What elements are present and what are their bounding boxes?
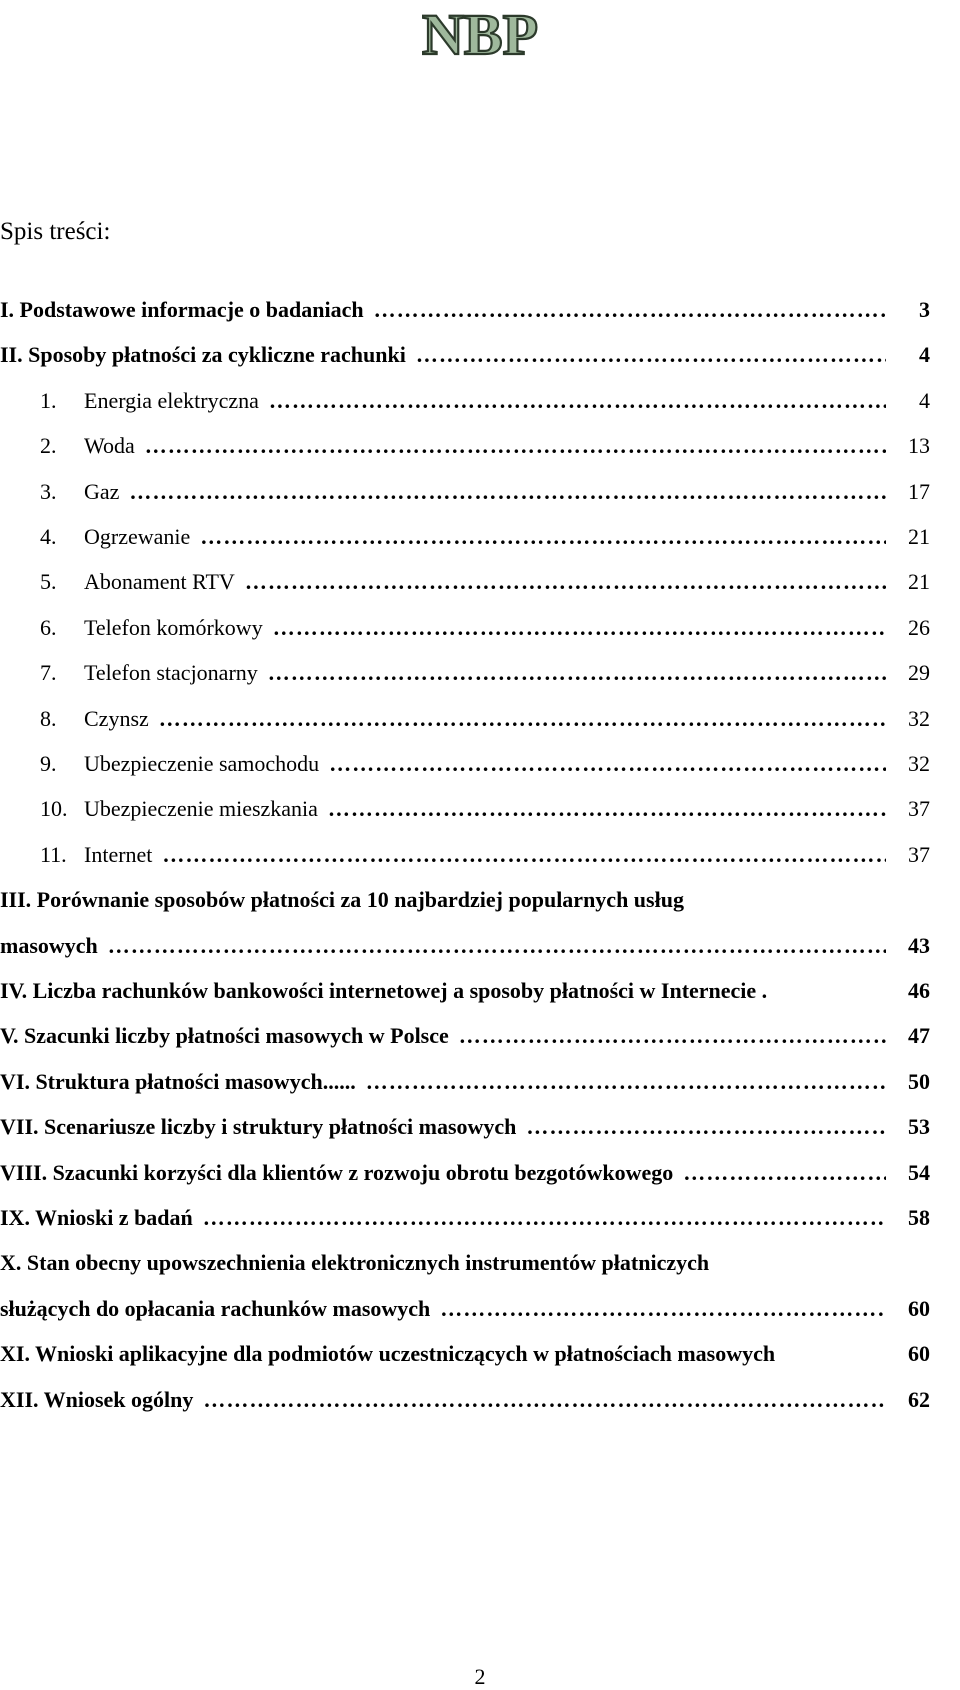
toc-leader-dots — [416, 339, 886, 371]
toc-leader-dots — [203, 1202, 886, 1234]
toc-entry-page: 3 — [919, 297, 930, 322]
toc-entry-page: 21 — [908, 569, 930, 595]
toc-entry-label: XI. Wnioski aplikacyjne dla podmiotów uczestniczących w płatnościach masowych — [0, 1341, 776, 1367]
toc-entry-label: Telefon komórkowy — [84, 614, 263, 640]
toc-entry[interactable] — [0, 1066, 930, 1098]
toc-entry[interactable] — [40, 430, 930, 462]
toc-entry[interactable] — [40, 612, 930, 644]
toc-entry-page: 32 — [908, 751, 930, 776]
page-number: 2 — [474, 1664, 486, 1689]
toc-leader-dots — [366, 1066, 886, 1098]
toc-entry-page: 29 — [908, 660, 930, 686]
toc-entry-label: Energia elektryczna — [84, 387, 259, 413]
toc-entry-label: Abonament RTV — [84, 569, 235, 595]
toc-entry-label: III. Porównanie sposobów płatności za 10 najbardziej popularnych usług — [0, 887, 684, 913]
toc-entry[interactable] — [40, 657, 930, 689]
toc-entry-label: Ubezpieczenie mieszkania — [84, 796, 318, 822]
toc-entry[interactable] — [40, 566, 930, 598]
toc-leader-dots — [273, 612, 886, 644]
toc-entry-page: 17 — [908, 478, 930, 504]
toc-entry-page: 43 — [908, 932, 930, 958]
toc-entry[interactable] — [0, 975, 930, 1007]
toc-entry-label: IV. Liczba rachunków bankowości internetowej a sposoby płatności w Internecie . — [0, 978, 768, 1003]
toc-entry[interactable] — [40, 476, 930, 508]
toc-entry-page: 13 — [908, 433, 930, 459]
toc-entry-label: Woda — [84, 433, 135, 459]
logo-text: NBP — [422, 4, 538, 62]
toc-entry-label: I. Podstawowe informacje o badaniach — [0, 297, 364, 322]
toc-entry-page: 46 — [908, 978, 930, 1003]
toc-leader-dots — [329, 748, 886, 780]
toc-entry[interactable] — [40, 703, 930, 735]
toc-entry-page: 26 — [908, 614, 930, 640]
toc-entry-label: służących do opłacania rachunków masowych — [0, 1295, 431, 1321]
toc-leader-dots — [203, 1384, 886, 1416]
toc-entry-page: 50 — [908, 1068, 930, 1094]
toc-entry[interactable] — [0, 884, 930, 916]
toc-entry[interactable] — [40, 793, 930, 825]
toc-entry-label: VII. Scenariusze liczby i struktury płatności masowych — [0, 1114, 517, 1140]
toc-entry-page: 58 — [908, 1205, 930, 1230]
toc-leader-dots — [526, 1111, 886, 1143]
toc-entry-page: 4 — [919, 342, 930, 368]
toc-leader-dots — [374, 294, 886, 326]
toc-entry-label: Ogrzewanie — [84, 524, 191, 549]
toc-entry-label: II. Sposoby płatności za cykliczne rachunki — [0, 342, 406, 368]
toc-entry[interactable] — [0, 1338, 930, 1370]
toc-entry[interactable] — [0, 1293, 930, 1325]
toc-entry[interactable] — [0, 1202, 930, 1234]
toc-leader-dots — [440, 1293, 886, 1325]
toc-entry-number: 10. — [40, 796, 68, 822]
toc-entry[interactable] — [40, 385, 930, 417]
toc-heading: Spis treści: — [0, 218, 111, 245]
toc-entry[interactable] — [0, 1384, 930, 1416]
toc-entry-label: Ubezpieczenie samochodu — [84, 751, 320, 776]
toc-entry-label: Telefon stacjonarny — [84, 660, 258, 686]
toc-entry[interactable] — [0, 1157, 930, 1189]
toc-entry-page: 54 — [908, 1159, 930, 1185]
toc-entry[interactable] — [40, 839, 930, 871]
toc-entry-page: 4 — [919, 387, 930, 413]
toc-leader-dots — [162, 839, 886, 871]
toc-entry[interactable] — [40, 521, 930, 553]
toc-entry-label: VIII. Szacunki korzyści dla klientów z rozwoju obrotu bezgotówkowego — [0, 1159, 674, 1185]
toc-entry-page: 62 — [908, 1386, 930, 1412]
toc-leader-dots — [108, 930, 886, 962]
toc-entry-label: Gaz — [84, 478, 120, 504]
toc-entry-label: X. Stan obecny upowszechnienia elektronicznych instrumentów płatniczych — [0, 1250, 710, 1276]
toc-entry-label: Internet — [84, 841, 153, 867]
toc-entry[interactable] — [0, 1111, 930, 1143]
toc-entry-number: 2. — [40, 433, 57, 459]
toc-leader-dots — [145, 430, 886, 462]
toc-leader-dots — [459, 1020, 886, 1052]
toc-leader-dots — [683, 1157, 886, 1189]
toc-entry-page: 60 — [908, 1295, 930, 1321]
toc-entry-number: 4. — [40, 524, 57, 549]
toc-entry[interactable] — [0, 1020, 930, 1052]
toc-leader-dots — [129, 476, 886, 508]
toc-entry-label: VI. Struktura płatności masowych...... — [0, 1068, 356, 1094]
toc-entry-number: 11. — [40, 841, 67, 867]
toc-entry-page: 37 — [908, 841, 930, 867]
toc-entry-label: masowych — [0, 932, 98, 958]
toc-entry-page: 21 — [908, 524, 930, 549]
toc-entry-page: 37 — [908, 796, 930, 822]
toc-entry[interactable] — [0, 339, 930, 371]
toc-entry-page: 32 — [908, 705, 930, 731]
toc-leader-dots — [245, 566, 886, 598]
toc-entry[interactable] — [0, 930, 930, 962]
toc-entry-number: 6. — [40, 614, 57, 640]
toc-leader-dots — [268, 657, 886, 689]
toc-entry-label: XII. Wniosek ogólny — [0, 1386, 194, 1412]
toc-entry-number: 9. — [40, 751, 57, 776]
toc-entry[interactable] — [0, 1247, 930, 1279]
toc-leader-dots — [269, 385, 886, 417]
toc-leader-dots — [200, 521, 886, 553]
toc-entry-label: IX. Wnioski z badań — [0, 1205, 193, 1230]
toc-leader-dots — [159, 703, 886, 735]
toc-entry-number: 8. — [40, 705, 57, 731]
toc-entry[interactable] — [0, 294, 930, 326]
toc-entry-number: 1. — [40, 387, 57, 413]
toc-entry-page: 53 — [908, 1114, 930, 1140]
toc-entry-label: V. Szacunki liczby płatności masowych w Polsce — [0, 1023, 449, 1049]
toc-entry-label: Czynsz — [84, 705, 149, 731]
toc-entry[interactable] — [40, 748, 930, 780]
toc-entry-page: 47 — [908, 1023, 930, 1049]
toc-leader-dots — [328, 793, 886, 825]
toc-entry-number: 7. — [40, 660, 57, 686]
toc-entry-page: 60 — [908, 1341, 930, 1367]
toc-entry-number: 3. — [40, 478, 57, 504]
toc-entry-number: 5. — [40, 569, 57, 595]
